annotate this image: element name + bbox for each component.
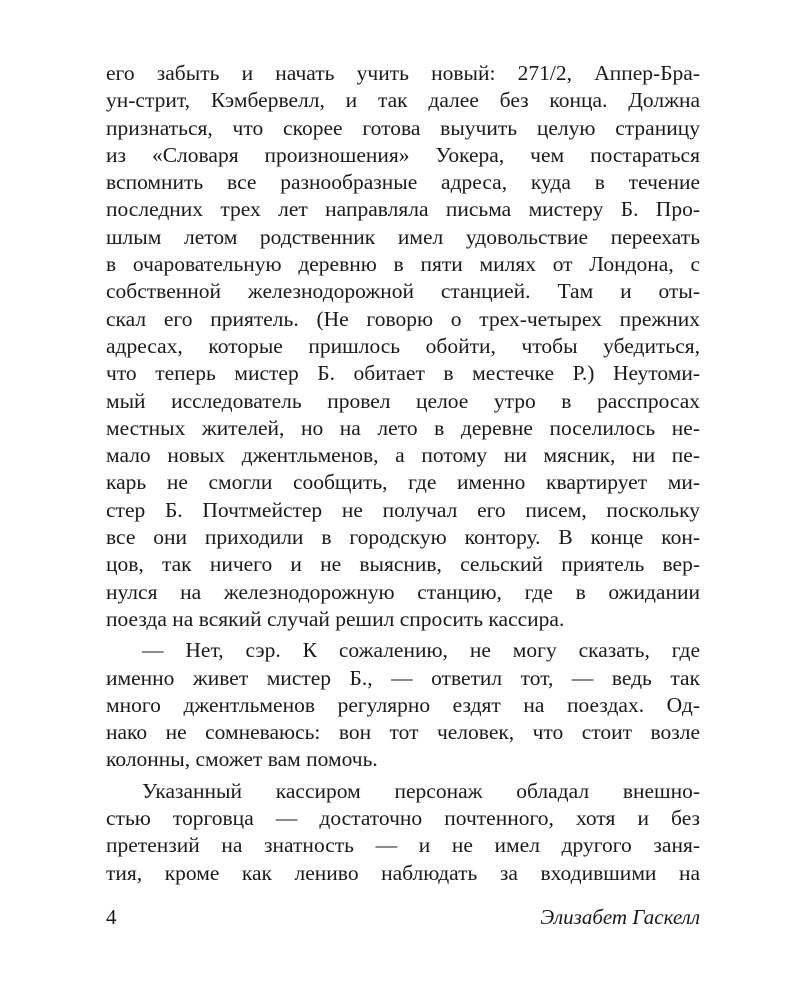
text-line: что теперь мистер Б. обитает в местечке Р.) Неутоми- (106, 361, 700, 386)
text-line: стью торговца — достаточно почтенного, хотя и без (106, 806, 700, 831)
text-line: тия, кроме как лениво наблюдать за входившими на (106, 860, 700, 885)
text-line: мый исследователь провел целое утро в расспросах (106, 388, 700, 413)
text-line: признаться, что скорее готова выучить целую страницу (106, 115, 700, 140)
text-line: его забыть и начать учить новый: 271/2, Аппер-Бра- (106, 61, 700, 85)
text-line: карь не смогли сообщить, где именно квартирует ми- (106, 470, 700, 495)
text-line: нако не сомневаюсь: вон тот человек, что стоит возле (106, 720, 700, 745)
text-line: вспомнить все разнообразные адреса, куда в течение (106, 170, 700, 195)
text-line: ун-стрит, Кэмбервелл, и так далее без конца. Должна (106, 88, 700, 113)
text-line: адресах, которые пришлось обойти, чтобы убедиться, (106, 333, 700, 358)
paragraph-2 (106, 637, 700, 773)
running-author: Элизабет Гаскелл (540, 905, 700, 929)
text-line: стер Б. Почтмейстер не получал его писем, поскольку (106, 497, 700, 522)
page-body (106, 60, 700, 887)
text-line: поезда на всякий случай решил спросить кассира. (106, 606, 565, 631)
text-line: мало новых джентльменов, а потому ни мясник, ни пе- (106, 443, 700, 468)
text-line: именно живет мистер Б., — ответил тот, — ведь так (106, 665, 700, 690)
text-line: из «Словаря произношения» Уокера, чем постараться (106, 142, 700, 167)
text-line: много джентльменов регулярно ездят на поездах. Од- (106, 692, 700, 717)
paragraph-1 (106, 60, 700, 633)
text-line: все они приходили в городскую контору. В конце кон- (106, 525, 700, 550)
text-line: местных жителей, но на лето в деревне поселилось не- (106, 415, 700, 440)
text-line: последних трех лет направляла письма мистеру Б. Про- (106, 197, 700, 222)
text-line: собственной железнодорожной станцией. Там и оты- (106, 279, 700, 304)
text-line: цов, так ничего и не выяснив, сельский приятель вер- (106, 552, 700, 577)
text-line: претензий на знатность — и не имел другого заня- (106, 833, 700, 858)
text-line: в очаровательную деревню в пяти милях от Лондона, с (106, 252, 700, 277)
text-line: нулся на железнодорожную станцию, где в ожидании (106, 579, 700, 604)
text-line: шлым летом родственник имел удовольствие переехать (106, 224, 700, 249)
text-line: скал его приятель. (Не говорю о трех-четырех прежних (106, 306, 700, 331)
paragraph-3 (106, 778, 700, 887)
text-line: колонны, сможет вам помочь. (106, 747, 378, 772)
page-footer (106, 905, 700, 930)
text-line: Указанный кассиром персонаж обладал внешно- (142, 778, 700, 803)
text-line: — Нет, сэр. К сожалению, не могу сказать, где (142, 638, 700, 663)
page-number: 4 (106, 905, 117, 929)
